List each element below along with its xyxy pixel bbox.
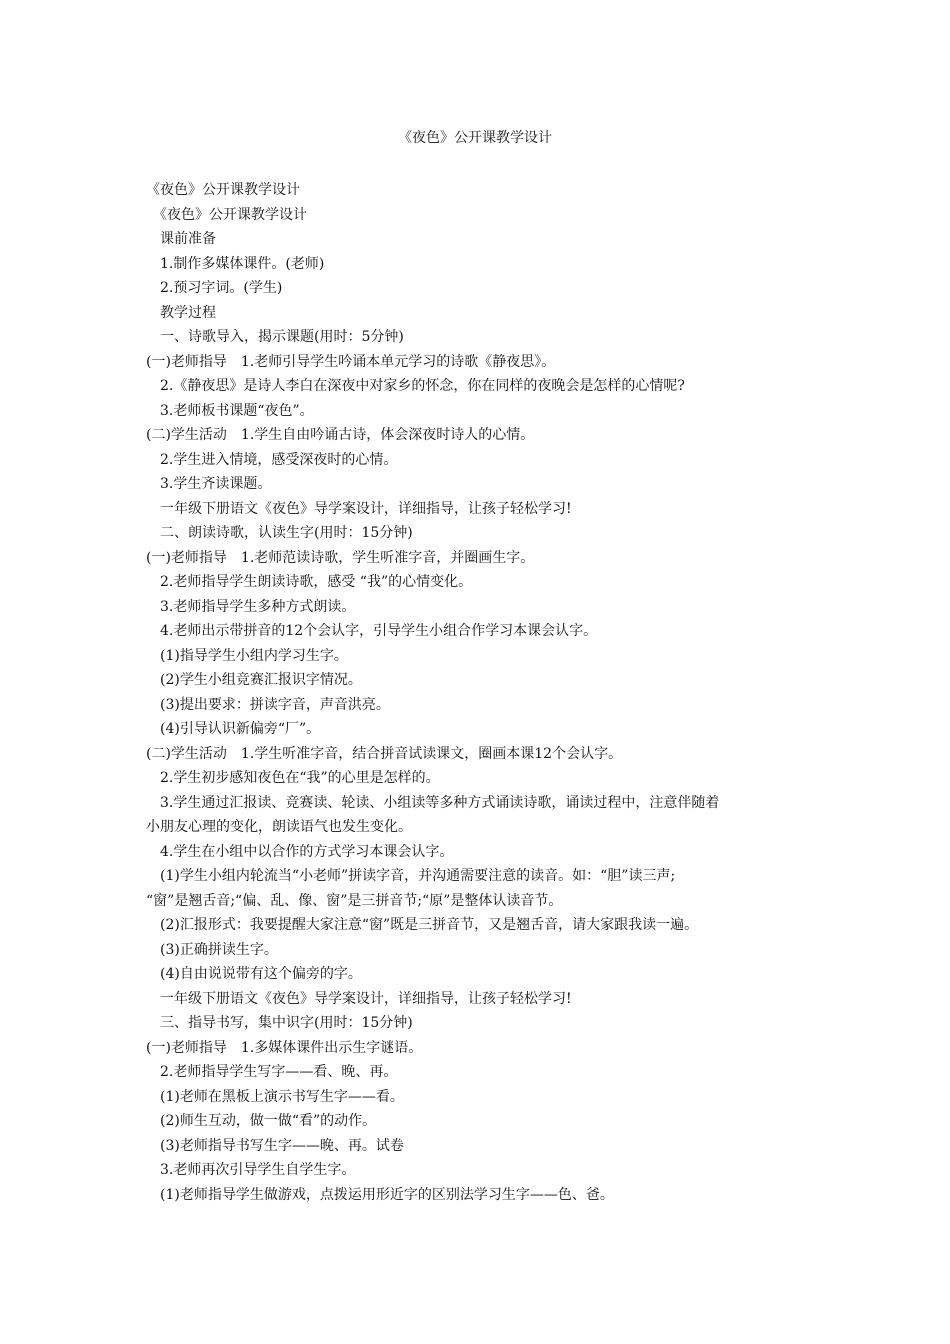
- text-line: 4.学生在小组中以合作的方式学习本课会认字。: [146, 843, 454, 860]
- text-line: 三、指导书写，集中识字(用时：15分钟): [146, 1015, 413, 1031]
- text-line: (2)汇报形式：我要提醒大家注意“窗”既是三拼音节，又是翘舌音，请大家跟我读一遍。: [146, 917, 699, 933]
- text-line: 小朋友心理的变化，朗读语气也发生变化。: [146, 819, 412, 835]
- text-line: 3.学生通过汇报读、竞赛读、轮读、小组读等多种方式诵读诗歌，诵读过程中，注意伴随着: [146, 794, 720, 811]
- text-line: (一)老师指导 1.老师范读诗歌，学生听准字音，并圈画生字。: [146, 549, 535, 566]
- document-body: [146, 178, 826, 1207]
- text-line: 课前准备: [146, 231, 216, 247]
- text-line: 3.学生齐读课题。: [146, 476, 272, 492]
- text-line: (2)师生互动，做一做“看”的动作。: [146, 1113, 377, 1129]
- text-line: (二)学生活动 1.学生听准字音，结合拼音试读课文，圈画本课12个会认字。: [146, 745, 623, 762]
- text-line: 教学过程: [146, 304, 216, 321]
- text-line: “窗”是翘舌音;“偏、乱、像、窗”是三拼音节;“原”是整体认读音节。: [146, 892, 563, 909]
- text-line: 2.《静夜思》是诗人李白在深夜中对家乡的怀念，你在同样的夜晚会是怎样的心情呢?: [146, 378, 685, 394]
- text-line: 1.制作多媒体课件。(老师): [146, 255, 325, 272]
- text-line: (3)正确拼读生字。: [146, 941, 278, 958]
- text-line: 《夜色》公开课教学设计: [146, 182, 300, 198]
- text-line: (4)自由说说带有这个偏旁的字。: [146, 966, 362, 982]
- text-line: 二、朗读诗歌，认读生字(用时：15分钟): [146, 525, 413, 541]
- text-line: 《夜色》公开课教学设计: [146, 206, 307, 223]
- text-line: (二)学生活动 1.学生自由吟诵古诗，体会深夜时诗人的心情。: [146, 427, 535, 443]
- text-line: 3.老师再次引导学生自学生字。: [146, 1162, 356, 1178]
- text-line: 4.老师出示带拼音的12个会认字，引导学生小组合作学习本课会认字。: [146, 623, 598, 639]
- page-title: 《夜色》公开课教学设计: [398, 130, 552, 146]
- text-line: (一)老师指导 1.老师引导学生吟诵本单元学习的诗歌《静夜思》。: [146, 353, 556, 370]
- text-line: 2.预习字词。(学生): [146, 280, 283, 296]
- text-line: (1)老师指导学生做游戏，点拨运用形近字的区别法学习生字——色、爸。: [146, 1186, 614, 1203]
- text-line: (1)学生小组内轮流当“小老师”拼读字音，并沟通需要注意的读音。如：“胆”读三声;: [146, 868, 676, 884]
- text-line: 2.老师指导学生朗读诗歌，感受 “我”的心情变化。: [146, 574, 473, 590]
- text-line: 2.学生进入情境，感受深夜时的心情。: [146, 451, 398, 468]
- text-line: (3)老师指导书写生字——晚、再。试卷: [146, 1137, 404, 1154]
- text-line: (1)指导学生小组内学习生字。: [146, 647, 348, 664]
- text-line: (4)引导认识新偏旁“厂”。: [146, 721, 321, 737]
- text-line: (2)学生小组竞赛汇报识字情况。: [146, 672, 362, 688]
- text-line: 一、诗歌导入，揭示课题(用时：5分钟): [146, 329, 404, 345]
- text-line: (一)老师指导 1.多媒体课件出示生字谜语。: [146, 1039, 423, 1056]
- text-line: 3.老师指导学生多种方式朗读。: [146, 598, 356, 615]
- text-line: (3)提出要求：拼读字音，声音洪亮。: [146, 696, 390, 713]
- text-line: (1)老师在黑板上演示书写生字——看。: [146, 1088, 404, 1105]
- text-line: 一年级下册语文《夜色》导学案设计，详细指导，让孩子轻松学习!: [146, 990, 572, 1007]
- text-line: 2.老师指导学生写字——看、晚、再。: [146, 1064, 398, 1080]
- text-line: 一年级下册语文《夜色》导学案设计，详细指导，让孩子轻松学习!: [146, 500, 572, 517]
- text-line: 2.学生初步感知夜色在“我”的心里是怎样的。: [146, 770, 440, 786]
- text-line: 3.老师板书课题“夜色”。: [146, 402, 314, 419]
